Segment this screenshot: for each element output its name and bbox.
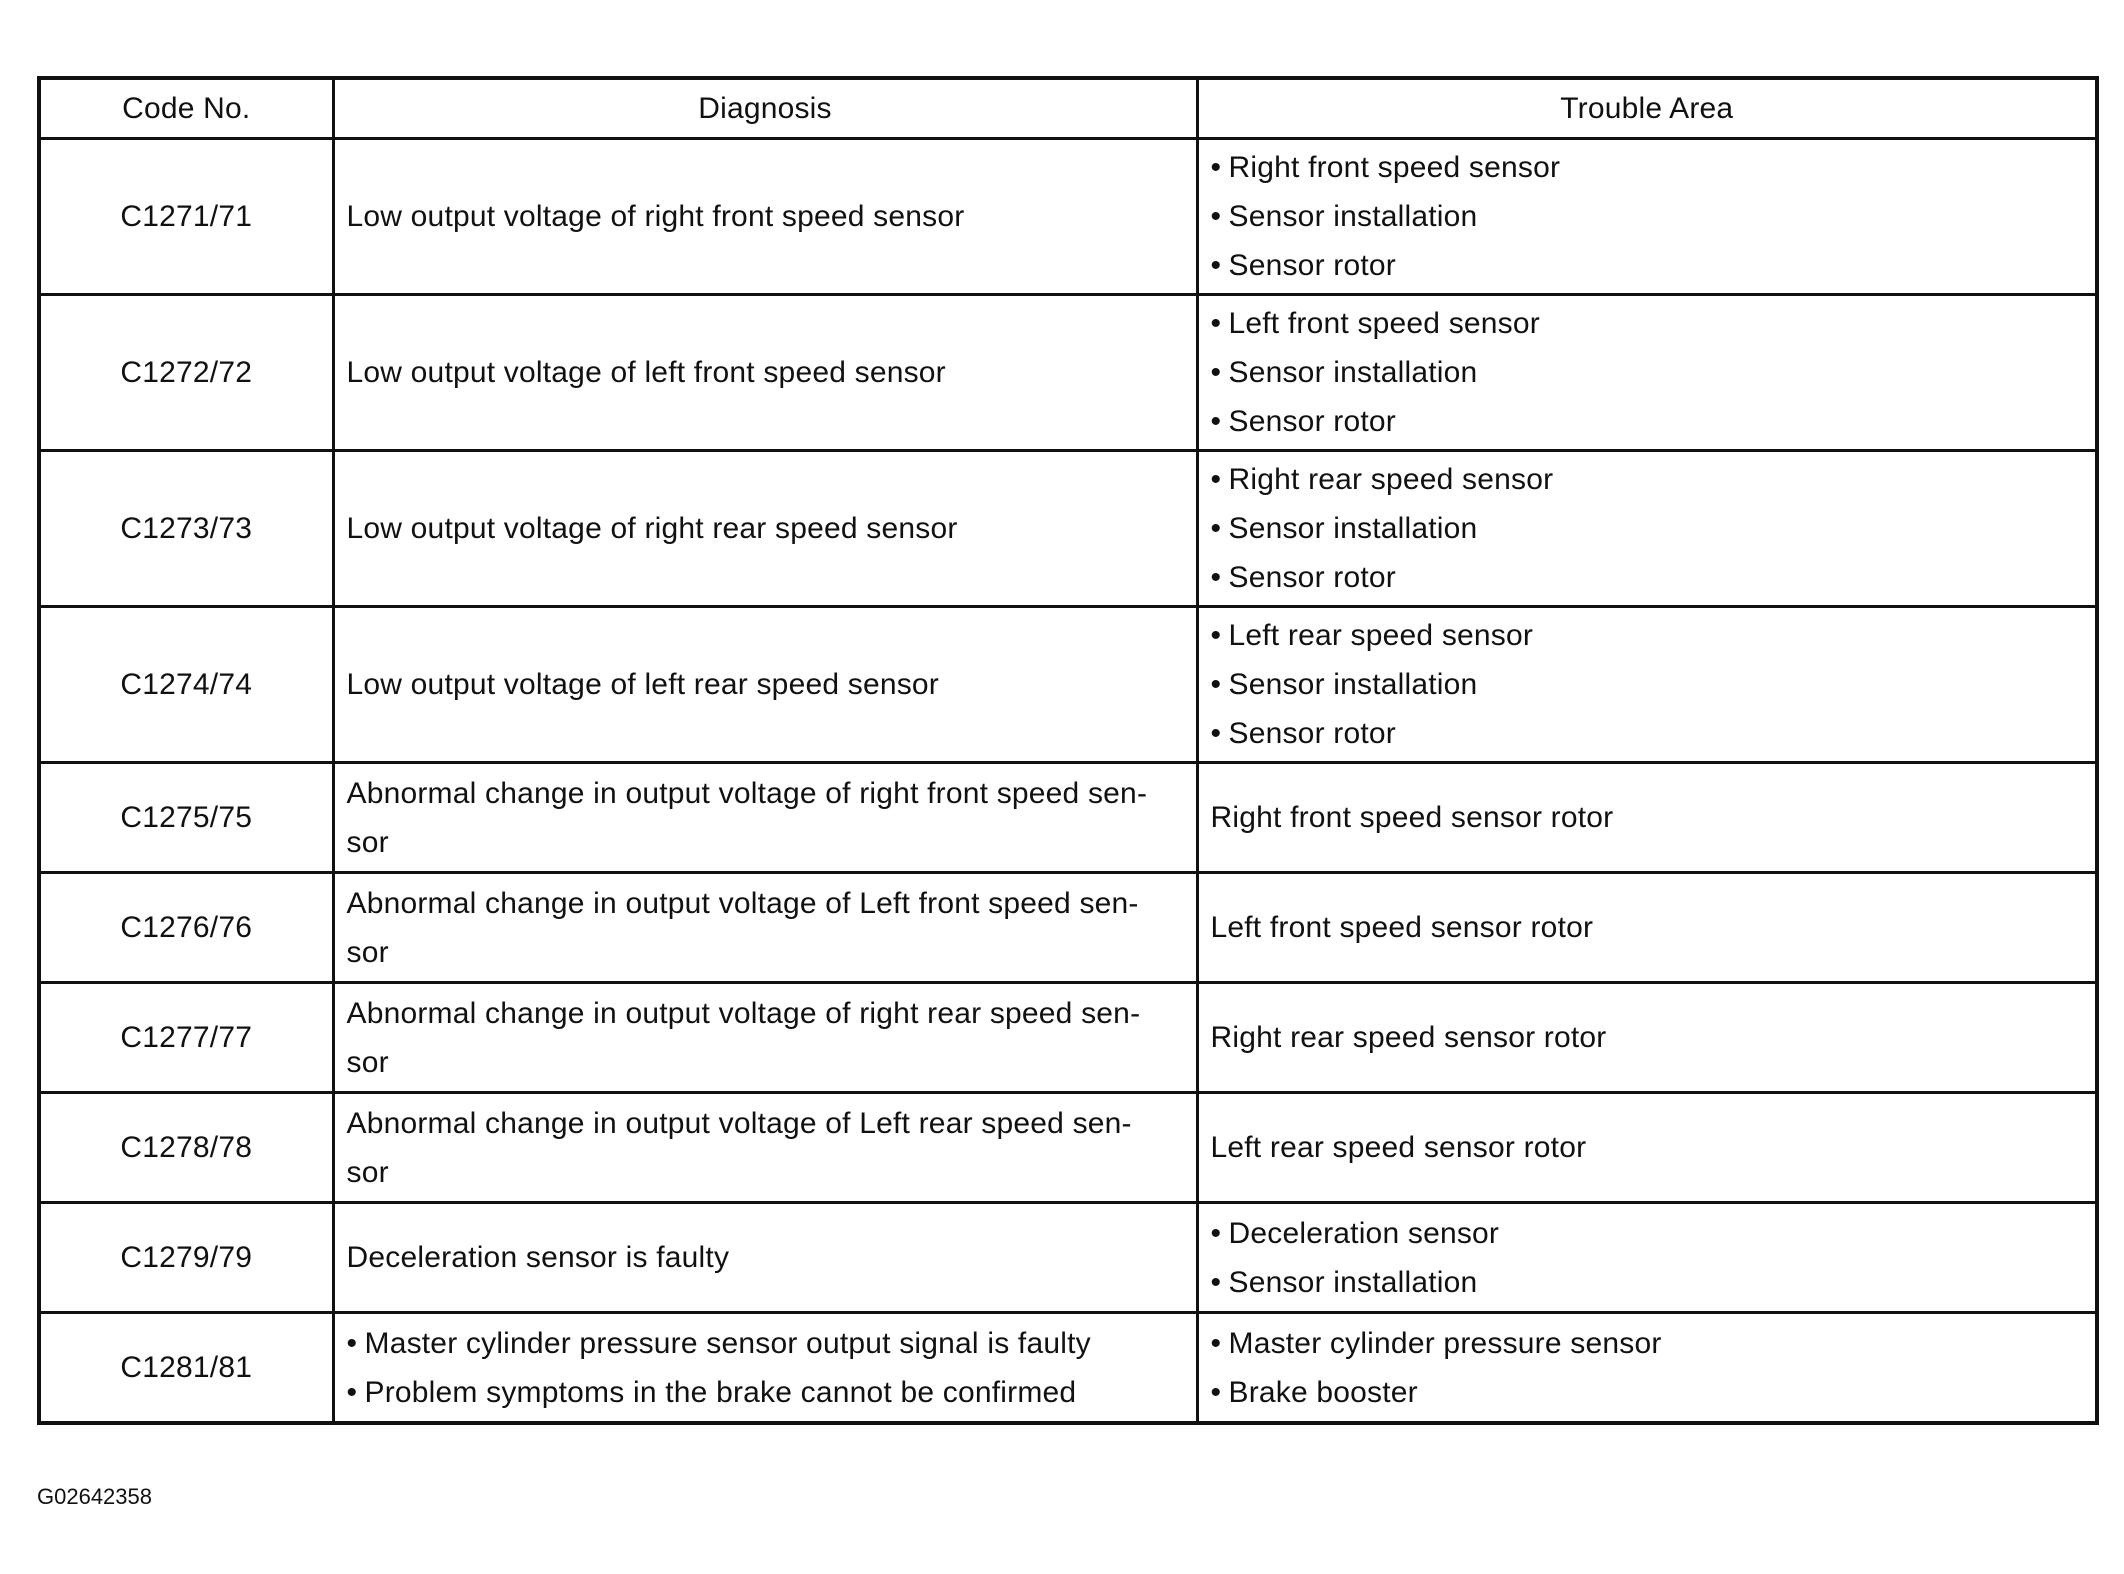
cell-diagnosis-list <box>347 1319 1184 1417</box>
cell-diagnosis <box>333 763 1197 873</box>
cell-code-no: C1276/76 <box>39 873 333 983</box>
cell-trouble-area <box>1197 1313 2097 1424</box>
cell-diagnosis-line: Abnormal change in output voltage of right front speed sen- <box>346 776 1148 810</box>
cell-code-no: C1275/75 <box>39 763 333 873</box>
cell-trouble-area <box>1197 1093 2097 1203</box>
list-item: • Sensor installation <box>1211 504 2084 553</box>
cell-diagnosis <box>333 607 1197 763</box>
cell-diagnosis <box>333 295 1197 451</box>
cell-diagnosis-line: Low output voltage of left front speed sensor <box>346 356 946 389</box>
header-trouble-area: Trouble Area <box>1197 78 2097 139</box>
cell-diagnosis-line: Abnormal change in output voltage of Left rear speed sen- <box>346 1106 1132 1140</box>
cell-diagnosis <box>333 983 1197 1093</box>
table-row <box>39 139 2097 295</box>
list-item: • Sensor installation <box>1211 1258 2084 1307</box>
cell-diagnosis-line: sor <box>346 935 389 969</box>
cell-trouble-area <box>1197 295 2097 451</box>
cell-trouble-area <box>1197 607 2097 763</box>
cell-trouble-area <box>1197 1203 2097 1313</box>
list-item: • Sensor installation <box>1211 192 2084 241</box>
cell-diagnosis-line: Low output voltage of left rear speed sensor <box>346 668 939 701</box>
cell-diagnosis <box>333 139 1197 295</box>
table-row <box>39 607 2097 763</box>
list-item: • Right rear speed sensor <box>1211 455 2084 504</box>
cell-code-no: C1273/73 <box>39 451 333 607</box>
cell-diagnosis-line: Abnormal change in output voltage of right rear speed sen- <box>346 996 1141 1030</box>
cell-diagnosis-line: Low output voltage of right rear speed sensor <box>346 512 958 545</box>
list-item: • Problem symptoms in the brake cannot be confirmed <box>347 1368 1184 1417</box>
cell-trouble-area <box>1197 763 2097 873</box>
cell-trouble-area <box>1197 451 2097 607</box>
list-item: • Left front speed sensor <box>1211 299 2084 348</box>
cell-code-no: C1272/72 <box>39 295 333 451</box>
list-item: • Left rear speed sensor <box>1211 611 2084 660</box>
cell-trouble-area <box>1197 139 2097 295</box>
cell-trouble-area-line: Left front speed sensor rotor <box>1210 911 1594 944</box>
list-item: • Sensor rotor <box>1211 397 2084 446</box>
list-item: • Brake booster <box>1211 1368 2084 1417</box>
cell-trouble-area-list <box>1211 299 2084 446</box>
list-item: • Master cylinder pressure sensor output signal is faulty <box>347 1319 1184 1368</box>
list-item: • Master cylinder pressure sensor <box>1211 1319 2084 1368</box>
cell-trouble-area-list <box>1211 611 2084 758</box>
cell-diagnosis <box>333 451 1197 607</box>
diagnostic-code-table <box>37 76 2099 1425</box>
table-row <box>39 1093 2097 1203</box>
list-item: • Sensor installation <box>1211 348 2084 397</box>
cell-trouble-area-line: Right rear speed sensor rotor <box>1210 1021 1607 1054</box>
table-row <box>39 983 2097 1093</box>
cell-trouble-area-line: Right front speed sensor rotor <box>1210 801 1614 834</box>
list-item: • Sensor rotor <box>1211 553 2084 602</box>
table-row <box>39 763 2097 873</box>
cell-diagnosis-line: sor <box>346 1155 389 1189</box>
cell-diagnosis-line: Low output voltage of right front speed sensor <box>346 200 965 233</box>
list-item: • Right front speed sensor <box>1211 143 2084 192</box>
table-row <box>39 873 2097 983</box>
list-item: • Deceleration sensor <box>1211 1209 2084 1258</box>
table-row <box>39 295 2097 451</box>
cell-diagnosis <box>333 1313 1197 1424</box>
cell-trouble-area <box>1197 873 2097 983</box>
cell-code-no: C1281/81 <box>39 1313 333 1424</box>
cell-diagnosis-line: sor <box>346 825 389 859</box>
cell-diagnosis-line: Deceleration sensor is faulty <box>346 1241 730 1274</box>
table-row <box>39 1313 2097 1424</box>
cell-trouble-area-list <box>1211 1209 2084 1307</box>
cell-diagnosis <box>333 1203 1197 1313</box>
cell-trouble-area-list <box>1211 143 2084 290</box>
figure-id: G02642358 <box>37 1484 152 1509</box>
cell-diagnosis <box>333 873 1197 983</box>
header-code-no: Code No. <box>39 78 333 139</box>
cell-diagnosis-line: Abnormal change in output voltage of Left front speed sen- <box>346 886 1139 920</box>
header-diagnosis: Diagnosis <box>333 78 1197 139</box>
cell-trouble-area <box>1197 983 2097 1093</box>
list-item: • Sensor rotor <box>1211 241 2084 290</box>
table-body <box>39 139 2097 1424</box>
cell-trouble-area-list <box>1211 1319 2084 1417</box>
cell-code-no: C1279/79 <box>39 1203 333 1313</box>
cell-trouble-area-line: Left rear speed sensor rotor <box>1210 1131 1587 1164</box>
header-row <box>39 78 2097 139</box>
list-item: • Sensor installation <box>1211 660 2084 709</box>
cell-diagnosis-line: sor <box>346 1045 389 1079</box>
cell-code-no: C1271/71 <box>39 139 333 295</box>
cell-code-no: C1277/77 <box>39 983 333 1093</box>
table-row <box>39 1203 2097 1313</box>
table-row <box>39 451 2097 607</box>
cell-diagnosis <box>333 1093 1197 1203</box>
list-item: • Sensor rotor <box>1211 709 2084 758</box>
cell-code-no: C1274/74 <box>39 607 333 763</box>
cell-code-no: C1278/78 <box>39 1093 333 1203</box>
cell-trouble-area-list <box>1211 455 2084 602</box>
